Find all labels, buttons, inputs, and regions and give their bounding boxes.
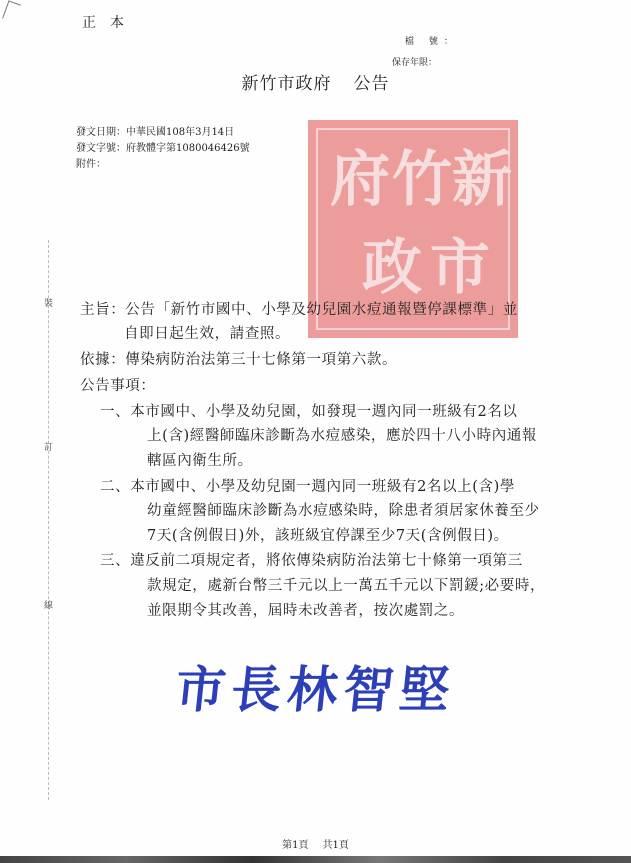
item-three-line: 款規定，處新台幣三千元以上一萬五千元以下罰鍰;必要時， [147,578,546,594]
item-one-line: 上(含)經醫師臨床診斷為水痘感染，應於四十八小時內通報 [147,428,538,444]
seal-char: 政 [362,233,422,303]
page-title [0,69,631,94]
item-two-line: 7天(含例假日)外，該班級宜停課至少7天(含例假日)。 [147,528,509,544]
seal-char: 府 [330,145,390,215]
item-three-line: 三、違反前二項規定者，將依傳染病防治法第七十條第一項第三 [100,553,523,569]
page-total: 共1頁 [322,840,349,851]
seal-char: 新 [452,145,512,215]
binding-mark-bind: 裝 [44,299,54,309]
subject-line: 自即日起生效，請查照。 [124,326,291,342]
issuer-name: 新竹市政府 [241,74,332,94]
item-two-line: 幼童經醫師臨床診斷為水痘感染時，除患者須居家休養至少 [147,503,540,519]
reference-number: 發文字號：府教體字第1080046426號 [76,143,250,154]
page-current: 第1頁 [282,840,309,851]
seal-char: 竹 [392,145,452,215]
retention-period-label: 保存年限： [392,58,438,68]
items-heading: 公告事項： [80,378,156,394]
binding-mark-order: 訂 [44,443,54,453]
subject-line: 主旨：公告「新竹市國中、小學及幼兒園水痘通報暨停課標準」並 [80,302,518,318]
mayor-signature: 市長林智堅 [172,660,459,719]
scan-edge-bar [0,856,631,863]
document-type: 公告 [353,74,390,94]
item-three-line: 並限期令其改善，屆時未改善者，按次處罰之。 [147,603,465,619]
attachment-label: 附件： [76,159,106,170]
binding-line [48,240,49,800]
item-one-line: 轄區內衛生所。 [147,453,253,469]
copy-mark: 正本 [82,15,138,31]
basis-line: 依據：傳染病防治法第三十七條第一項第六款。 [80,352,398,368]
seal-char: 市 [430,233,490,303]
item-one-line: 一、本市國中、小學及幼兒園，如發現一週內同一班級有2名以 [100,404,518,420]
binding-mark-line: 線 [44,601,54,611]
item-two-line: 二、本市國中、小學及幼兒園一週內同一班級有2名以上(含)學 [100,479,515,495]
page-number [0,836,631,851]
archive-number-label: 檔 號： [405,37,459,47]
corner-pen-mark [2,0,21,22]
issue-date: 發文日期：中華民國108年3月14日 [76,127,235,138]
